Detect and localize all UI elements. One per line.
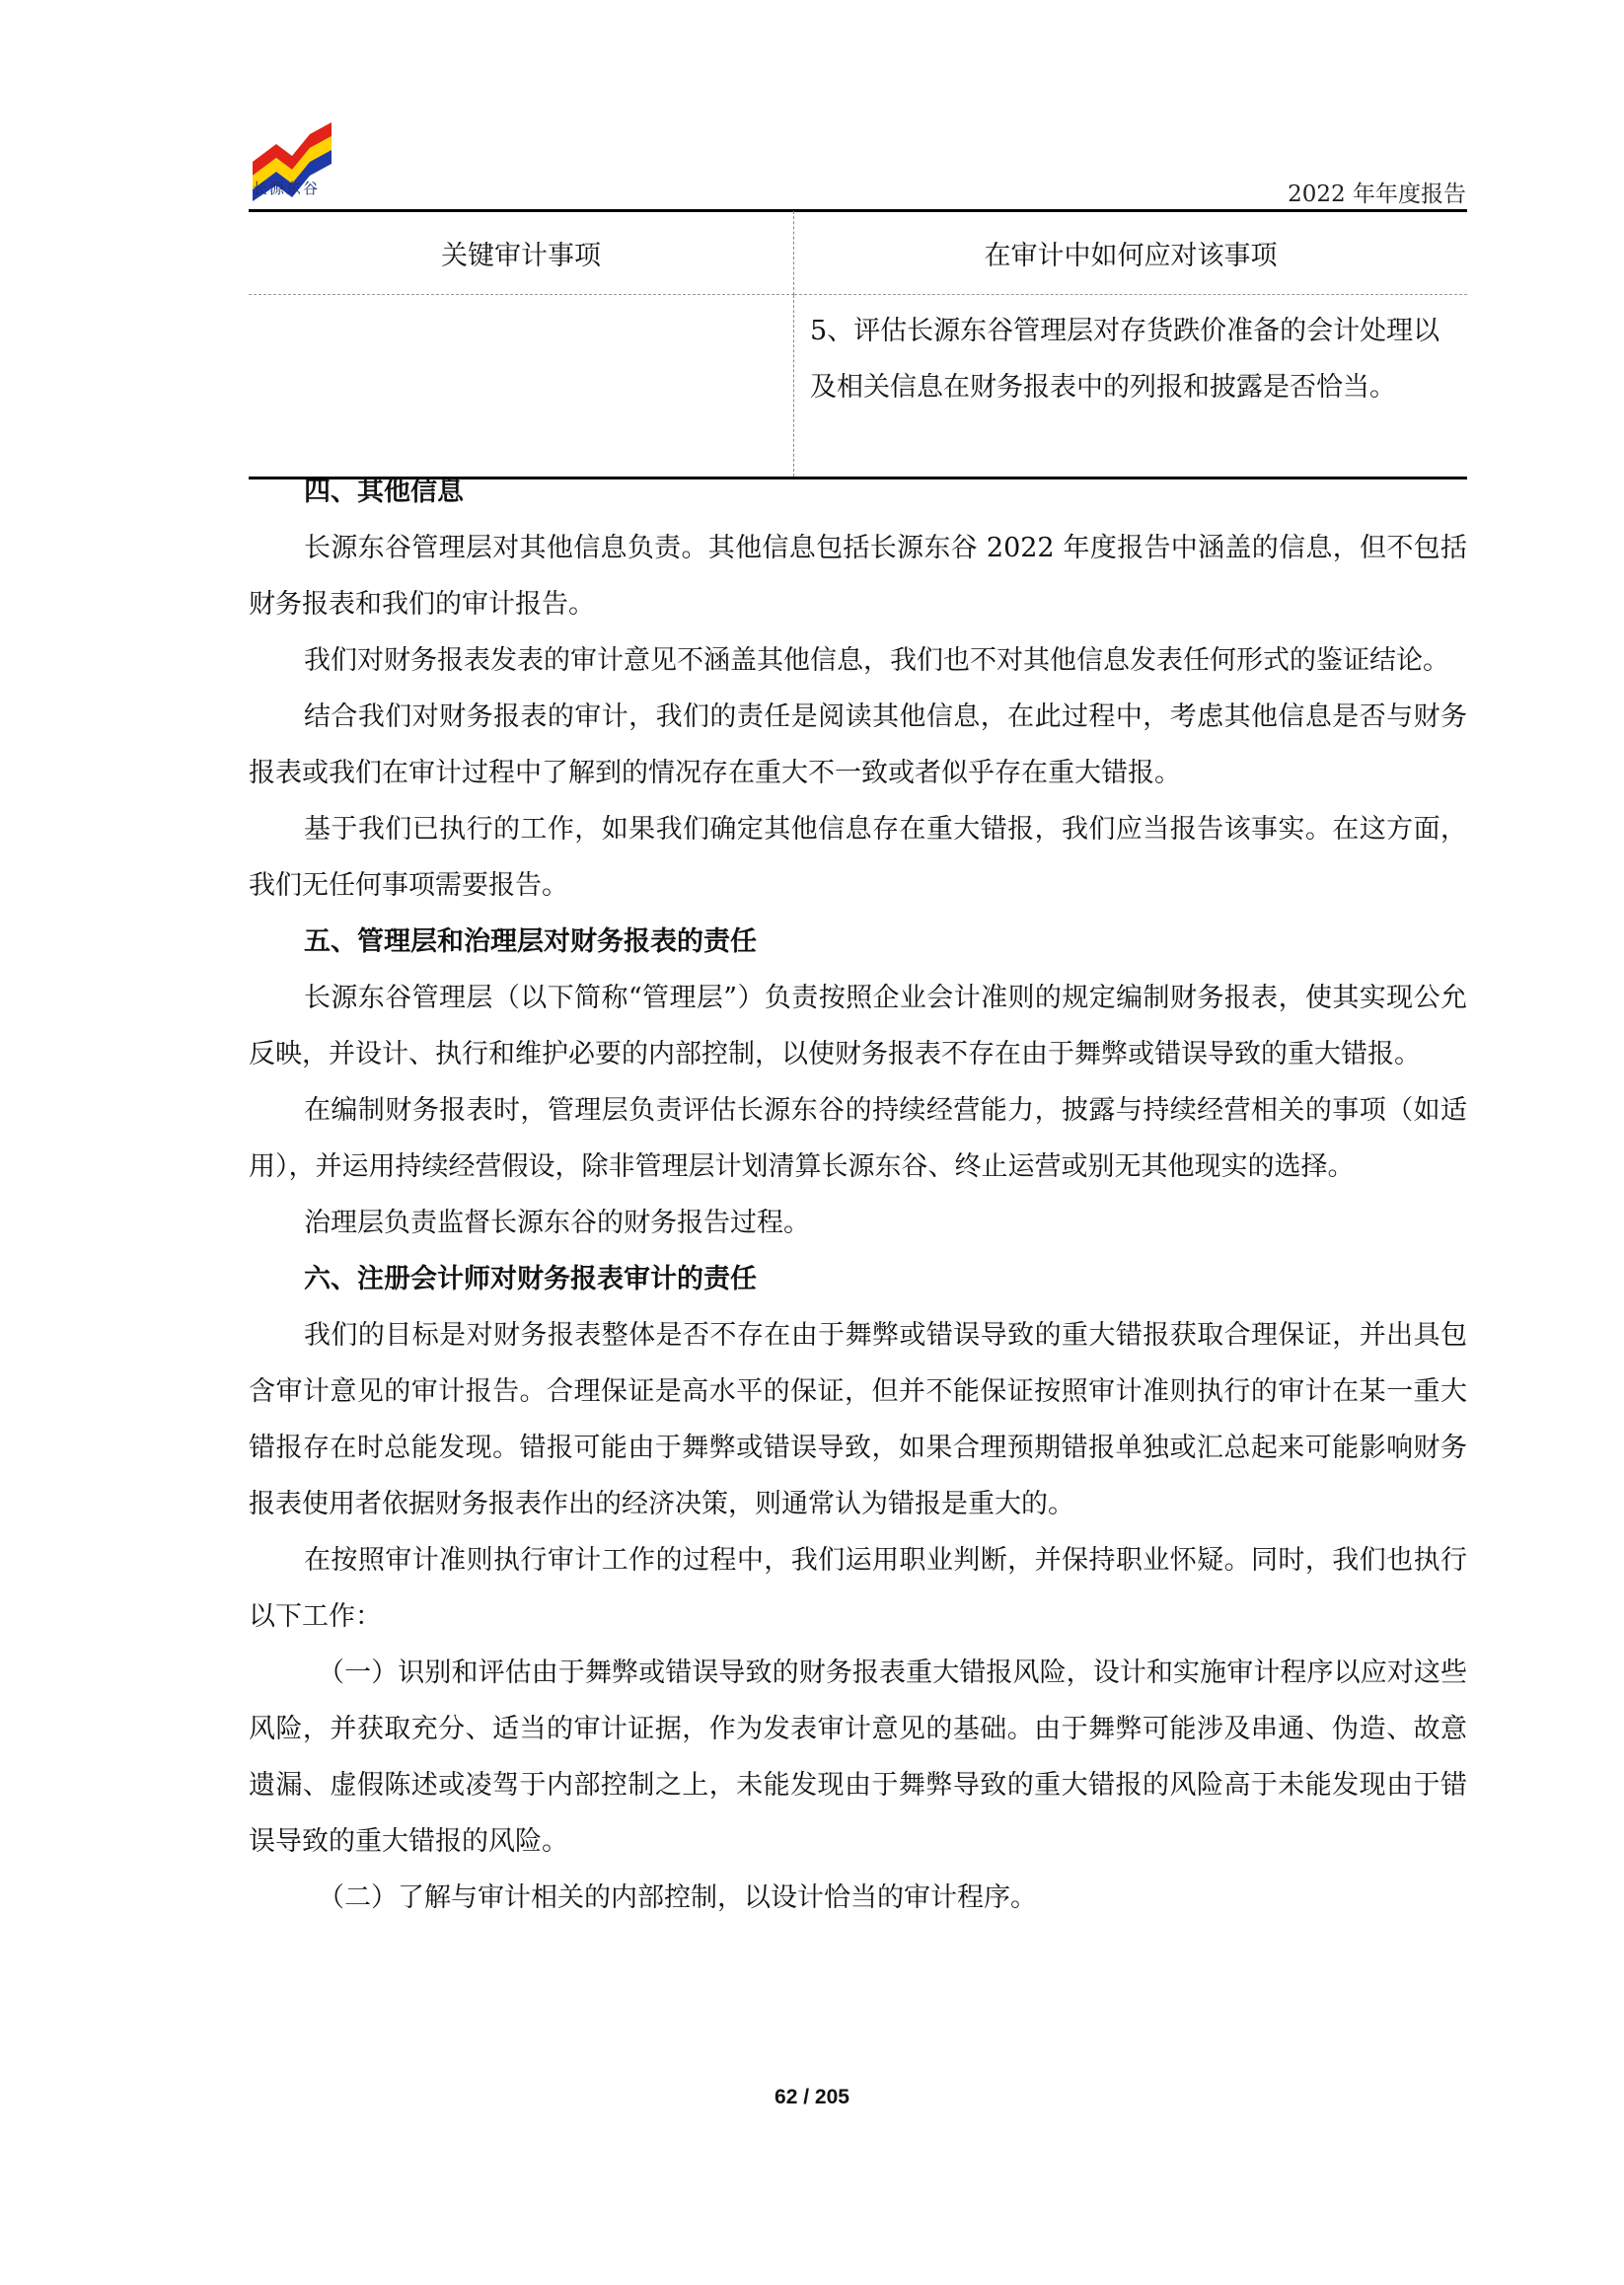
paragraph: 我们的目标是对财务报表整体是否不存在由于舞弊或错误导致的重大错报获取合理保证，并出具包含审计意见的审计报告。合理保证是高水平的保证，但并不能保证按照审计准则执行的审计在某一重大错报存在时总能发现。错报可能由于舞弊或错误导致，如果合理预期错报单独或汇总起来可能影响财务报表使用者依据财务报表作出的经济决策，则通常认为错报是重大的。 (249, 1320, 1467, 1519)
table-cell-response: 5、评估长源东谷管理层对存货跌价准备的会计处理以及相关信息在财务报表中的列报和披露是否恰当。 (794, 295, 1468, 479)
paragraph: 在按照审计准则执行审计工作的过程中，我们运用职业判断，并保持职业怀疑。同时，我们也执行以下工作： (249, 1545, 1467, 1632)
paragraph: 长源东谷管理层对其他信息负责。其他信息包括长源东谷 2022 年度报告中涵盖的信息，但不包括财务报表和我们的审计报告。 (249, 533, 1467, 620)
paragraph: 在编制财务报表时，管理层负责评估长源东谷的持续经营能力，披露与持续经营相关的事项（如适用），并运用持续经营假设，除非管理层计划清算长源东谷、终止运营或别无其他现实的选择。 (249, 1095, 1467, 1182)
paragraph: 基于我们已执行的工作，如果我们确定其他信息存在重大错报，我们应当报告该事实。在这方面，我们无任何事项需要报告。 (249, 814, 1467, 901)
table-cell-key-matter (249, 295, 794, 479)
paragraph: 我们对财务报表发表的审计意见不涵盖其他信息，我们也不对其他信息发表任何形式的鉴证结论。 (304, 645, 1449, 676)
paragraph: 长源东谷管理层（以下简称“管理层”）负责按照企业会计准则的规定编制财务报表，使其实现公允反映，并设计、执行和维护必要的内部控制，以使财务报表不存在由于舞弊或错误导致的重大错报。 (249, 983, 1467, 1069)
paragraph: 治理层负责监督长源东谷的财务报告过程。 (304, 1208, 810, 1238)
list-item: （二）了解与审计相关的内部控制，以设计恰当的审计程序。 (318, 1882, 1037, 1913)
logo-text: 长源东谷 (253, 180, 321, 197)
key-audit-matters-table (249, 211, 1467, 479)
table-header-row (249, 211, 1467, 295)
report-body (249, 464, 1467, 1926)
paragraph: 结合我们对财务报表的审计，我们的责任是阅读其他信息，在此过程中，考虑其他信息是否与财务报表或我们在审计过程中了解到的情况存在重大不一致或者似乎存在重大错报。 (249, 701, 1467, 788)
page-number: 62 / 205 (775, 2086, 849, 2108)
table-row (249, 295, 1467, 479)
section-heading-management-responsibility: 五、管理层和治理层对财务报表的责任 (304, 926, 757, 957)
list-item: （一）识别和评估由于舞弊或错误导致的财务报表重大错报风险，设计和实施审计程序以应对这些风险，并获取充分、适当的审计证据，作为发表审计意见的基础。由于舞弊可能涉及串通、伪造、故意遗漏、虚假陈述或凌驾于内部控制之上，未能发现由于舞弊导致的重大错报的风险高于未能发现由于错误导致的重大错报的风险。 (249, 1658, 1467, 1857)
column-header-response: 在审计中如何应对该事项 (794, 211, 1468, 295)
section-heading-other-info: 四、其他信息 (304, 477, 464, 507)
column-header-key-matter: 关键审计事项 (249, 211, 794, 295)
section-heading-auditor-responsibility: 六、注册会计师对财务报表审计的责任 (304, 1264, 757, 1294)
report-title: 2022 年年度报告 (1288, 182, 1466, 207)
